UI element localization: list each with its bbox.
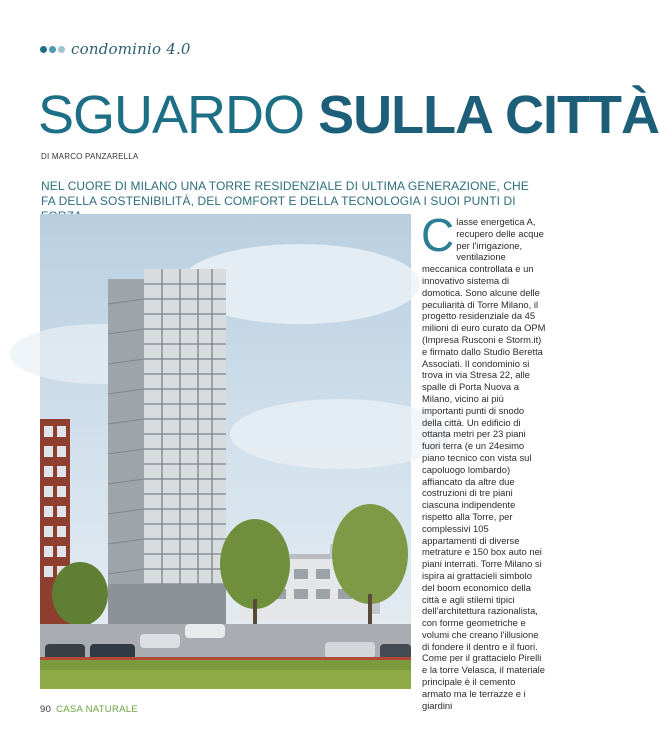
headline-light: SGUARDO <box>38 85 305 145</box>
headline <box>38 84 659 146</box>
drop-cap: C <box>421 209 455 261</box>
tower <box>108 269 226 624</box>
tower-illustration <box>40 214 411 689</box>
grass-highlight <box>40 670 411 689</box>
tower-base <box>108 584 226 624</box>
tree <box>332 504 408 604</box>
tower-front <box>144 269 226 624</box>
car <box>185 624 225 638</box>
lede: NEL CUORE DI MILANO UNA TORRE RESIDENZIALE DI ULTIMA GENERAZIONE, CHE FA DELLA SOSTENIBILITÀ, DEL COMFORT E DELLA TECNOLOGIA I SUOI PUNTI DI <box>41 179 529 208</box>
car <box>140 634 180 648</box>
page-number: 90 <box>40 704 52 715</box>
red-railing <box>40 657 411 660</box>
page-footer <box>40 704 138 715</box>
section-dot-3 <box>58 46 65 53</box>
section-label: condominio 4.0 <box>71 40 191 58</box>
byline: DI MARCO PANZARELLA <box>41 152 139 161</box>
section-tag <box>40 40 191 58</box>
car <box>325 642 375 658</box>
article-text: lasse energetica A, recupero delle acque per l'irrigazione, ventilazione meccanica controllata e un innovativo sistema di domotica. Sono alcune delle peculiarità di Torre Milano, il progetto residenziale da 45 milioni di euro curato da OPM (Impresa Rusconi e Storm.it) e firmato dallo Studio Beretta Associati. Il condominio si trova in via Stresa 22, alle spalle di Porta Nuova a Milano, vicino ai più importanti punti di snodo della città. Un edificio di ottanta metri per 23 piani fuori terra (e un 24esimo piano tecnico con vista sul capoluogo lombardo) affiancato da altre due costruzioni di tre piani ciascuna indipendente rispetto alla Torre, per complessivi 105 appartamenti di diverse metrature e 150 box auto nei piani interrati. Torre Milano si ispira ai grattacieli simbolo del boom economico della città e agli stilemi tipici dell'architettura razionalista, con forme geometriche e volumi che creano l'illusione di fondere il dentro e il fuori. Come per il grattacielo Pirelli e la torre Velasca, il materiale principale è il cemento armato ma le terrazze e i giardini <box>422 216 546 711</box>
tree <box>220 519 290 609</box>
article-body <box>421 209 546 711</box>
tower-photo <box>40 214 411 689</box>
section-dot-2 <box>49 46 56 53</box>
tree <box>52 562 108 626</box>
headline-bold: SULLA CITTÀ <box>318 85 659 145</box>
cloud <box>230 399 450 469</box>
magazine-name: CASA NATURALE <box>56 704 138 715</box>
section-dot-1 <box>40 46 47 53</box>
